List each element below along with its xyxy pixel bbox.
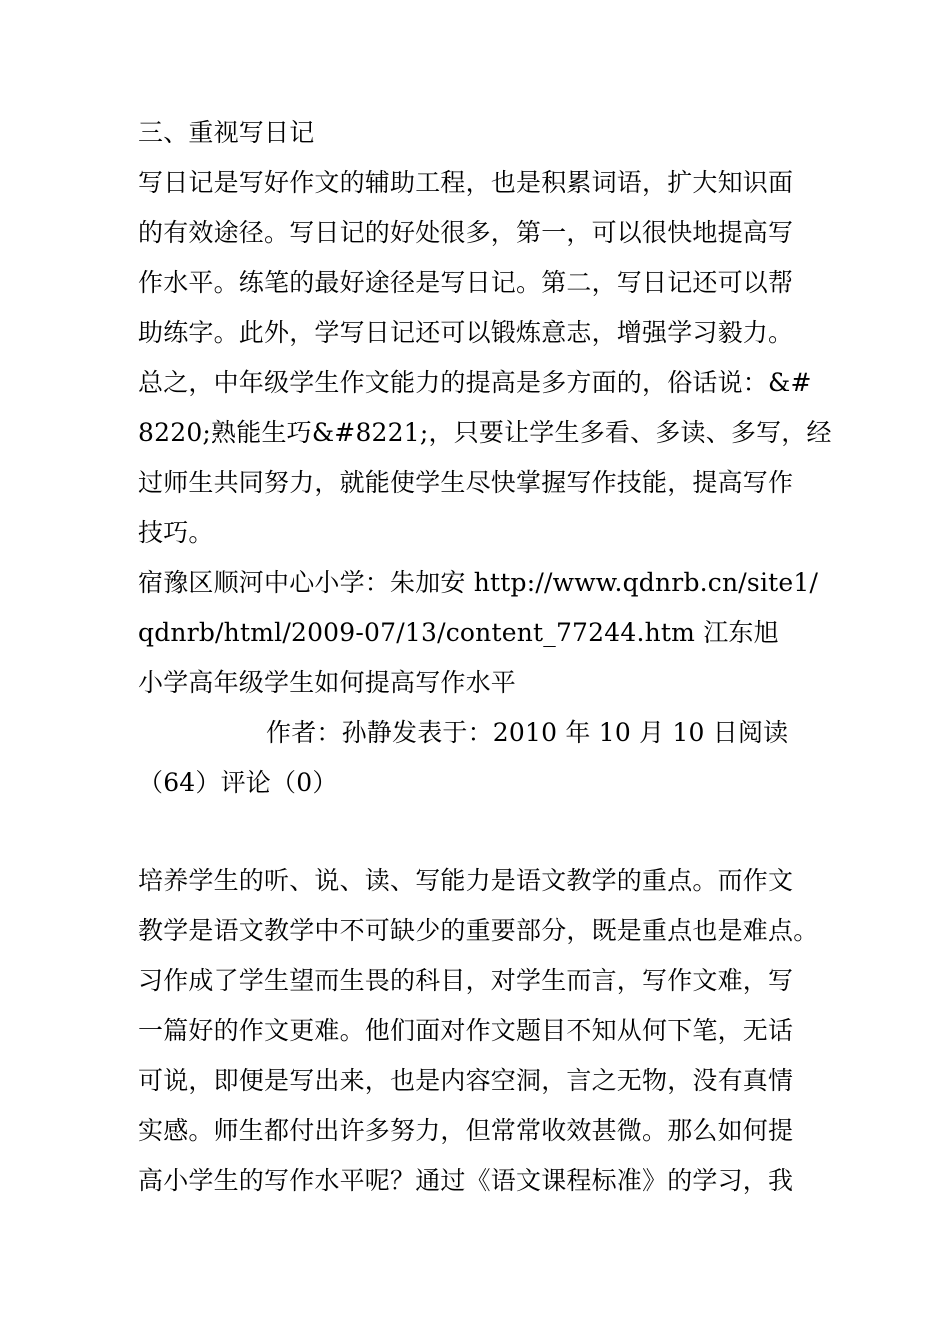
paragraph-line: 培养学生的听、说、读、写能力是语文教学的重点。而作文 [138, 866, 794, 895]
paragraph-line: 8220;熟能生巧&#8221;，只要让学生多看、多读、多写，经 [138, 418, 832, 447]
paragraph-line: 一篇好的作文更难。他们面对作文题目不知从何下笔，无话 [138, 1016, 794, 1045]
source-line: qdnrb/html/2009-07/13/content_77244.htm 江东旭 [138, 618, 779, 647]
paragraph-line: 习作成了学生望而生畏的科目，对学生而言，写作文难，写 [138, 966, 794, 995]
paragraph-line: 过师生共同努力，就能使学生尽快掌握写作技能，提高写作 [138, 468, 794, 497]
paragraph-line: 高小学生的写作水平呢？通过《语文课程标准》的学习，我 [138, 1166, 794, 1195]
paragraph-line: 教学是语文教学中不可缺少的重要部分，既是重点也是难点。 [138, 916, 819, 945]
paragraph-line: 实感。师生都付出许多努力，但常常收效甚微。那么如何提 [138, 1116, 794, 1145]
paragraph-line: 作水平。练笔的最好途径是写日记。第二，写日记还可以帮 [138, 268, 794, 297]
paragraph-line: 的有效途径。写日记的好处很多，第一，可以很快地提高写 [138, 218, 794, 247]
paragraph-line: 可说，即便是写出来，也是内容空洞，言之无物，没有真情 [138, 1066, 794, 1095]
article-meta-counts: （64）评论（0） [138, 768, 338, 797]
paragraph-line: 技巧。 [138, 518, 214, 547]
article-meta: 作者：孙静发表于：2010 年 10 月 10 日阅读 [266, 718, 789, 747]
paragraph-line: 总之，中年级学生作文能力的提高是多方面的，俗话说：&# [138, 368, 812, 397]
paragraph-line: 助练字。此外，学写日记还可以锻炼意志，增强学习毅力。 [138, 318, 794, 347]
section-heading: 三、重视写日记 [138, 118, 315, 147]
paragraph-line: 写日记是写好作文的辅助工程，也是积累词语，扩大知识面 [138, 168, 794, 197]
source-line: 宿豫区顺河中心小学：朱加安 http://www.qdnrb.cn/site1/ [138, 568, 819, 597]
article-title: 小学高年级学生如何提高写作水平 [138, 668, 517, 697]
